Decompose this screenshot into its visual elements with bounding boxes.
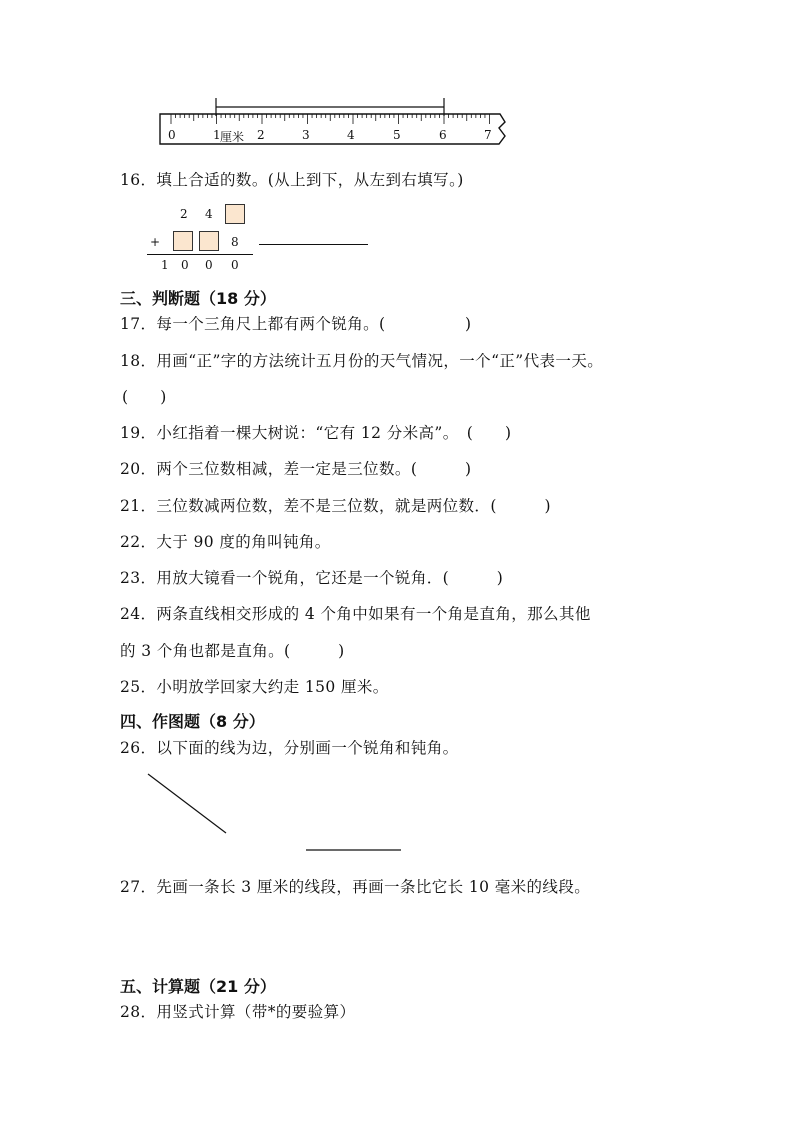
ruler-label-6: 6: [439, 128, 447, 142]
section-4-title: 四、作图题（8 分）: [120, 712, 265, 731]
addend2-digit: 8: [231, 235, 239, 249]
sum-digit-2: 0: [181, 258, 189, 272]
question-27: 27．先画一条长 3 厘米的线段，再画一条比它长 10 毫米的线段。: [120, 878, 591, 896]
question-20: 20．两个三位数相减，差一定是三位数。( ): [120, 460, 472, 478]
question-28: 28．用竖式计算（带*的要验算）: [120, 1003, 356, 1021]
question-16: 16．填上合适的数。(从上到下，从左到右填写。): [120, 171, 464, 189]
section-3-title: 三、判断题（18 分）: [120, 289, 276, 308]
ruler-label-5: 5: [393, 128, 401, 142]
plus-sign: +: [150, 235, 161, 249]
ruler-label-2: 2: [257, 128, 265, 142]
ruler-label-7: 7: [484, 128, 492, 142]
question-24: 24．两条直线相交形成的 4 个角中如果有一个角是直角，那么其他: [120, 605, 591, 623]
question-17: 17．每一个三角尺上都有两个锐角。( ): [120, 315, 472, 333]
sum-digit-1: 1: [161, 258, 169, 272]
question-19: 19．小红指着一棵大树说：“它有 12 分米高”。 ( ): [120, 424, 512, 442]
addend1-digit-2: 4: [205, 207, 213, 221]
question-21: 21．三位数减两位数，差不是三位数，就是两位数．( ): [120, 497, 551, 515]
addend1-digit-1: 2: [180, 207, 188, 221]
question-23: 23．用放大镜看一个锐角，它还是一个锐角．( ): [120, 569, 504, 587]
question-18: 18．用画“正”字的方法统计五月份的天气情况，一个“正”代表一天。: [120, 352, 604, 370]
ruler-label-0: 0: [168, 128, 176, 142]
sum-digit-3: 0: [205, 258, 213, 272]
question-26: 26．以下面的线为边，分别画一个锐角和钝角。: [120, 739, 459, 757]
question-22: 22．大于 90 度的角叫钝角。: [120, 533, 331, 551]
ruler-label-unit: 厘米: [220, 130, 245, 144]
question-18-blank: ( ): [122, 388, 167, 406]
question-25: 25．小明放学回家大约走 150 厘米。: [120, 678, 389, 696]
ruler-label-4: 4: [347, 128, 355, 142]
slanted-line: [148, 774, 226, 833]
section-5-title: 五、计算题（21 分）: [120, 977, 276, 996]
question-24-cont: 的 3 个角也都是直角。( ): [120, 642, 345, 660]
ruler-label-3: 3: [302, 128, 310, 142]
ruler-label-1: 1: [213, 128, 221, 142]
sum-digit-4: 0: [231, 258, 239, 272]
